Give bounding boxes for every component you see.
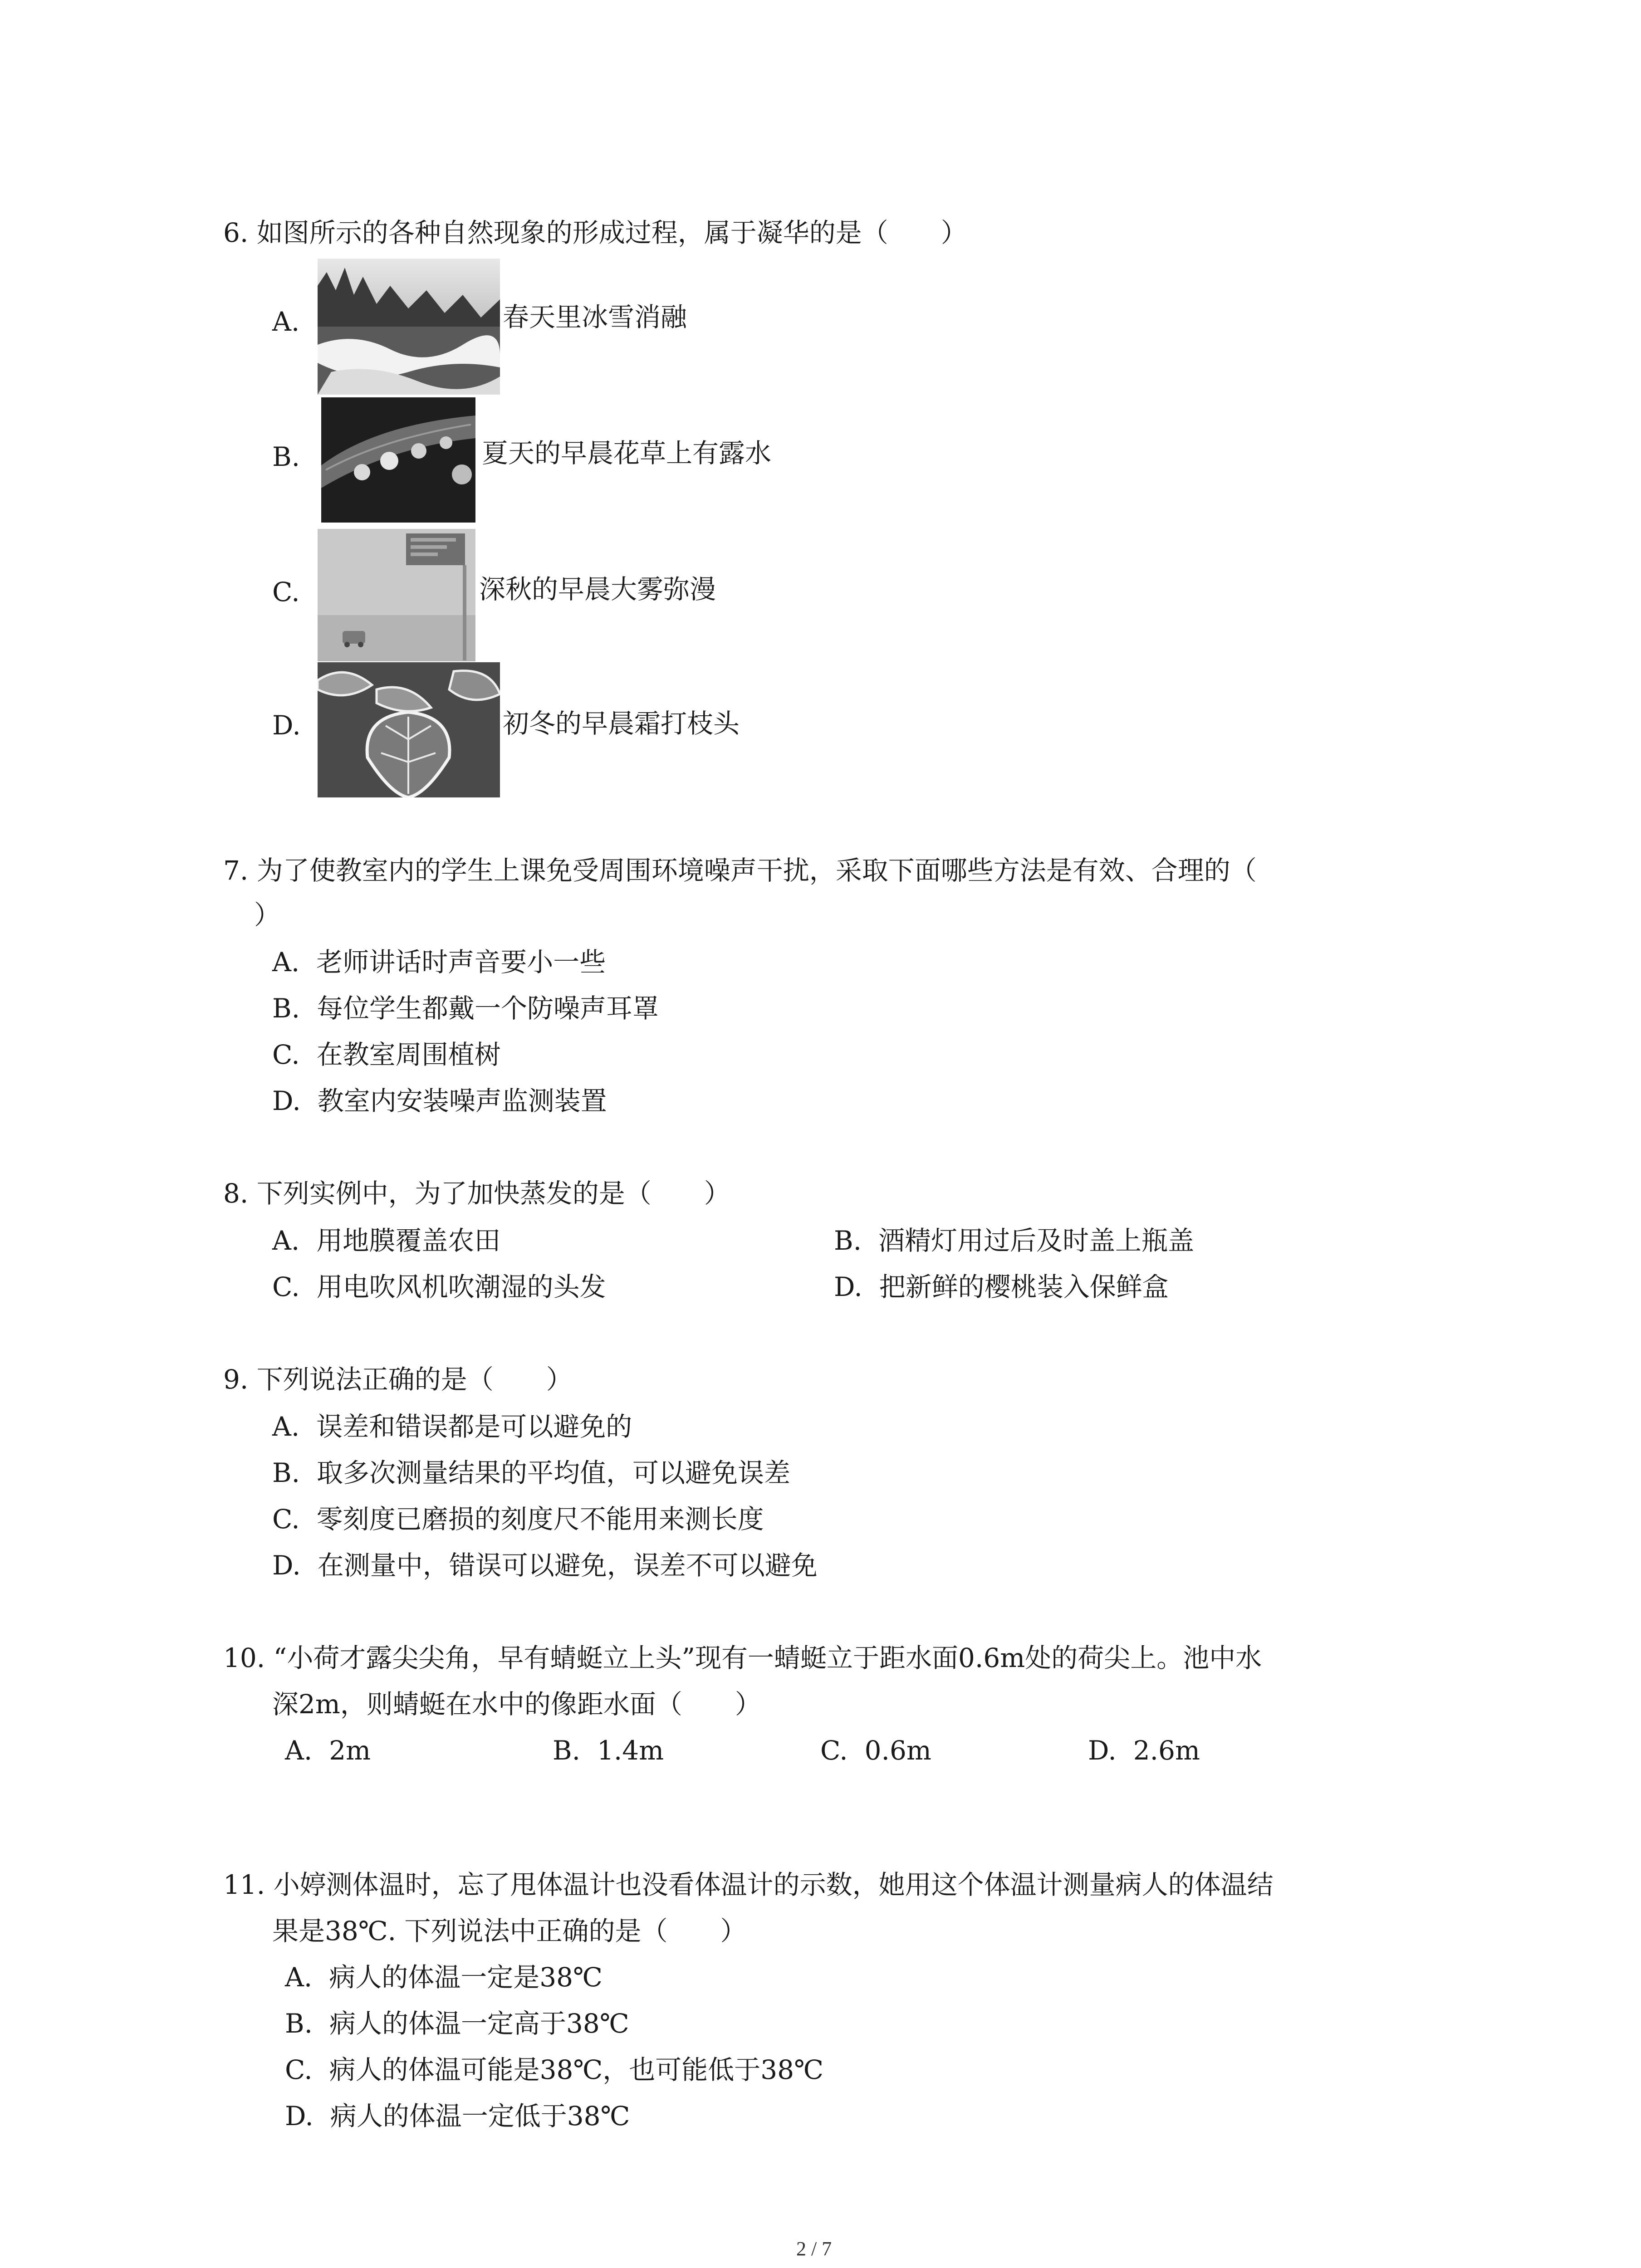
q6-photo-a-melting-snow [318, 259, 500, 395]
q8-option-d-letter: D. [834, 1271, 862, 1302]
q9-option-b [272, 1457, 790, 1488]
q6-photo-c-fog [318, 529, 475, 661]
q8-option-b [834, 1227, 1194, 1254]
q6-option-b-text: 夏天的早晨花草上有露水 [482, 438, 772, 469]
q6-option-d-text: 初冬的早晨霜打枝头 [503, 708, 740, 739]
q11-stem-line1: 11. 小婷测体温时，忘了甩体温计也没看体温计的示数，她用这个体温计测量病人的体温结 [223, 1869, 1274, 1900]
q8-option-a-text: 用地膜覆盖农田 [316, 1225, 501, 1256]
q10-option-a-text: 2m [329, 1735, 371, 1766]
q7-option-d-text: 教室内安装噪声监测装置 [317, 1085, 607, 1116]
q8-option-b-text: 酒精灯用过后及时盖上瓶盖 [878, 1225, 1194, 1256]
q7-option-b [272, 995, 659, 1022]
q7-option-c-text: 在教室周围植树 [316, 1039, 501, 1070]
q11-option-a-letter: A. [285, 1962, 313, 1993]
q10-option-d-text: 2.6m [1133, 1735, 1200, 1766]
q11-stem-line2: 果是38℃. 下列说法中正确的是（ ） [272, 1916, 747, 1946]
q10-stem-line1: 10. “小荷才露尖尖角，早有蜻蜓立上头”现有一蜻蜓立于距水面0.6m处的荷尖上。池中水 [223, 1642, 1262, 1673]
q10-option-c [820, 1737, 931, 1764]
q10-option-c-letter: C. [820, 1735, 848, 1766]
q7-option-a-text: 老师讲话时声音要小一些 [316, 947, 606, 978]
q7-option-c-letter: C. [272, 1039, 300, 1070]
q8-option-b-letter: B. [834, 1225, 862, 1256]
q9-option-a [272, 1413, 632, 1440]
q10-option-c-text: 0.6m [864, 1735, 931, 1766]
q7-option-d [272, 1085, 607, 1116]
q9-option-d-text: 在测量中，错误可以避免，误差不可以避免 [317, 1550, 818, 1581]
q9-option-a-letter: A. [272, 1411, 300, 1442]
q10-stem-line2: 深2m，则蜻蜓在水中的像距水面（ ） [272, 1689, 761, 1720]
q9-option-b-text: 取多次测量结果的平均值，可以避免误差 [316, 1457, 790, 1488]
q8-option-a [272, 1227, 500, 1254]
q7-option-d-letter: D. [272, 1085, 301, 1116]
q9-option-b-letter: B. [272, 1457, 300, 1488]
q6-photo-b-dew-on-grass [321, 397, 475, 523]
q7-option-c [272, 1041, 501, 1068]
q11-option-d-letter: D. [285, 2101, 314, 2131]
q8-option-c [272, 1271, 606, 1302]
q8-option-a-letter: A. [272, 1225, 300, 1256]
q10-option-d [1088, 1737, 1200, 1764]
q9-option-d-letter: D. [272, 1550, 301, 1581]
q11-option-c-letter: C. [285, 2054, 313, 2085]
q8-option-c-letter: C. [272, 1271, 300, 1302]
q11-option-c-text: 病人的体温可能是38℃，也可能低于38℃ [329, 2054, 823, 2085]
q7-option-b-letter: B. [272, 993, 300, 1024]
q9-stem: 9. 下列说法正确的是（ ） [223, 1364, 573, 1395]
q9-option-c-text: 零刻度已磨损的刻度尺不能用来测长度 [316, 1504, 764, 1535]
q9-option-a-text: 误差和错误都是可以避免的 [316, 1411, 632, 1442]
page-number: 2 / 7 [796, 2238, 832, 2260]
q10-option-a [285, 1737, 371, 1764]
q11-option-a-text: 病人的体温一定是38℃ [329, 1962, 603, 1993]
q9-option-c [272, 1504, 764, 1535]
q11-option-b [285, 2010, 629, 2037]
q6-option-a-letter: A. [272, 306, 300, 337]
q8-stem: 8. 下列实例中，为了加快蒸发的是（ ） [223, 1178, 730, 1209]
q6-option-b-letter: B. [272, 441, 300, 472]
q11-option-d-text: 病人的体温一定低于38℃ [330, 2101, 630, 2131]
q10-option-b-text: 1.4m [597, 1735, 664, 1766]
q8-option-d-text: 把新鲜的樱桃装入保鲜盒 [879, 1271, 1169, 1302]
q7-stem-line2: ） [254, 899, 281, 930]
q10-option-b-letter: B. [553, 1735, 581, 1766]
q7-option-a-letter: A. [272, 947, 300, 978]
q9-option-d [272, 1552, 818, 1579]
q10-option-a-letter: A. [285, 1735, 313, 1766]
q6-option-d-letter: D. [272, 710, 301, 741]
q10-option-b [553, 1737, 664, 1764]
q8-option-c-text: 用电吹风机吹潮湿的头发 [316, 1271, 606, 1302]
q11-option-c [285, 2054, 823, 2085]
q6-option-c-text: 深秋的早晨大雾弥漫 [479, 574, 716, 605]
q6-option-c-letter: C. [272, 577, 300, 607]
q7-stem-line1: 7. 为了使教室内的学生上课免受周围环境噪声干扰，采取下面哪些方法是有效、合理的（ [223, 855, 1257, 886]
q11-option-b-letter: B. [285, 2008, 313, 2039]
q11-option-d [285, 2103, 630, 2129]
q6-stem: 6. 如图所示的各种自然现象的形成过程，属于凝华的是（ ） [223, 217, 967, 248]
q11-option-b-text: 病人的体温一定高于38℃ [329, 2008, 629, 2039]
q8-option-d [834, 1271, 1169, 1302]
q6-option-a-text: 春天里冰雪消融 [503, 302, 687, 332]
q10-option-d-letter: D. [1088, 1735, 1117, 1766]
q7-option-b-text: 每位学生都戴一个防噪声耳罩 [316, 993, 659, 1024]
q9-option-c-letter: C. [272, 1504, 300, 1535]
q6-photo-d-frost-leaves [318, 662, 500, 797]
q11-option-a [285, 1962, 603, 1993]
q7-option-a [272, 947, 606, 978]
